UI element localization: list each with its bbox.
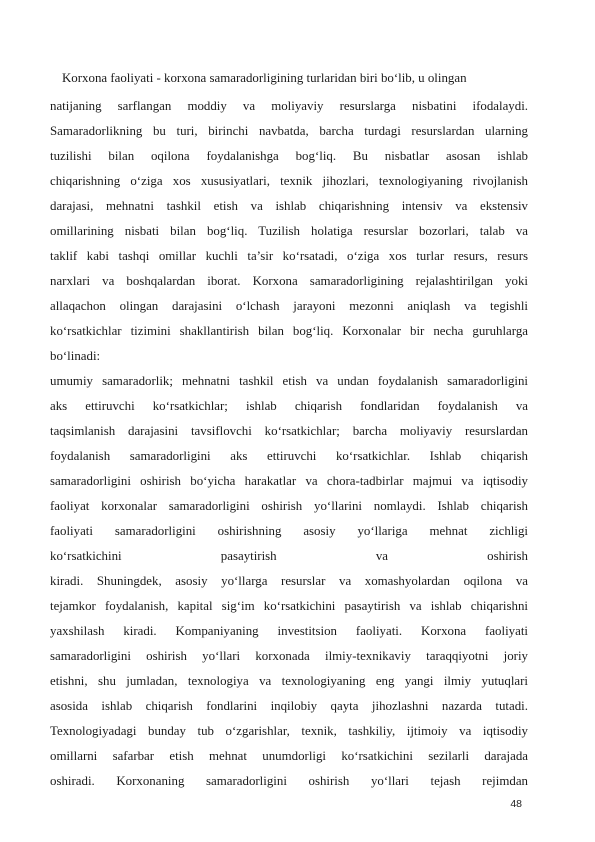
paragraph-line: natijaning sarflangan moddiy va moliyaviy resurslarga nisbatini ifodalaydi.	[50, 99, 528, 113]
paragraph-line: omillarni safarbar etish mehnat unumdorligi ko‘rsatkichini sezilarli darajada	[50, 749, 528, 763]
paragraph-line: oshiradi. Korxonaning samaradorligini oshirish yo‘llari tejash rejimdan	[50, 774, 528, 788]
paragraph-line: omillarining nisbati bilan bog‘liq. Tuzilish holatiga resurslar bozorlari, talab va	[50, 224, 528, 238]
paragraph-line: aks ettiruvchi ko‘rsatkichlar; ishlab chiqarish fondlaridan foydalanish va	[50, 399, 528, 413]
paragraph-line: faoliyat korxonalar samaradorligini oshirish yo‘llarini nomlaydi. Ishlab chiqarish	[50, 499, 528, 513]
paragraph-line: ko‘rsatkichlar tizimini shakllantirish bilan bog‘liq. Korxonalar bir necha guruhlarga	[50, 324, 528, 338]
paragraph-line: allaqachon olingan darajasini o‘lchash jarayoni mezonni aniqlash va tegishli	[50, 299, 528, 313]
paragraph-line: Samaradorlikning bu turi, birinchi navbatda, barcha turdagi resurslardan ularning	[50, 124, 528, 138]
paragraph-line: chiqarishning o‘ziga xos xususiyatlari, texnik jihozlari, texnologiyaning rivojlanish	[50, 174, 528, 188]
paragraph-line: ko‘rsatkichini pasaytirish va oshirish	[50, 549, 528, 563]
paragraph-line: darajasi, mehnatni tashkil etish va ishlab chiqarishning intensiv va ekstensiv	[50, 199, 528, 213]
page-number: 48	[510, 798, 522, 810]
paragraph-line: kiradi. Shuningdek, asosiy yo‘llarga resurslar va xomashyolardan oqilona va	[50, 574, 528, 588]
paragraph-line: taklif kabi tashqi omillar kuchli ta’sir ko‘rsatadi, o‘ziga xos turlar resurs, resurs	[50, 249, 528, 263]
paragraph-line: taqsimlanish darajasini tavsiflovchi ko‘rsatkichlar; barcha moliyaviy resurslardan	[50, 424, 528, 438]
paragraph-line: umumiy samaradorlik; mehnatni tashkil etish va undan foydalanish samaradorligini	[50, 374, 528, 388]
paragraph-line: asosida ishlab chiqarish fondlarini inqilobiy qayta jihozlashni nazarda tutadi.	[50, 699, 528, 713]
paragraph-line: narxlari va boshqalardan iborat. Korxona samaradorligining rejalashtirilgan yoki	[50, 274, 528, 288]
paragraph-line: faoliyati samaradorligini oshirishning asosiy yo‘llariga mehnat zichligi	[50, 524, 528, 538]
paragraph-line: tejamkor foydalanish, kapital sig‘im ko‘rsatkichini pasaytirish va ishlab chiqarishni	[50, 599, 528, 613]
paragraph-last-line: bo‘linadi:	[50, 349, 101, 363]
paragraph-first-line: Korxona faoliyati - korxona samaradorligining turlaridan biri bo‘lib, u olingan	[62, 71, 467, 85]
paragraph-line: samaradorligini oshirish bo‘yicha harakatlar va chora-tadbirlar majmui va iqtisodiy	[50, 474, 528, 488]
paragraph-line: etishni, shu jumladan, texnologiya va texnologiyaning eng yangi ilmiy yutuqlari	[50, 674, 528, 688]
paragraph-line: tuzilishi bilan oqilona foydalanishga bog‘liq. Bu nisbatlar asosan ishlab	[50, 149, 528, 163]
paragraph-line: foydalanish samaradorligini aks ettiruvchi ko‘rsatkichlar. Ishlab chiqarish	[50, 449, 528, 463]
paragraph-line: yaxshilash kiradi. Kompaniyaning investitsion faoliyati. Korxona faoliyati	[50, 624, 528, 638]
paragraph-line: samaradorligini oshirish yo‘llari korxonada ilmiy-texnikaviy taraqqiyotni joriy	[50, 649, 528, 663]
paragraph-line: Texnologiyadagi bunday tub o‘zgarishlar, texnik, tashkiliy, ijtimoiy va iqtisodiy	[50, 724, 528, 738]
